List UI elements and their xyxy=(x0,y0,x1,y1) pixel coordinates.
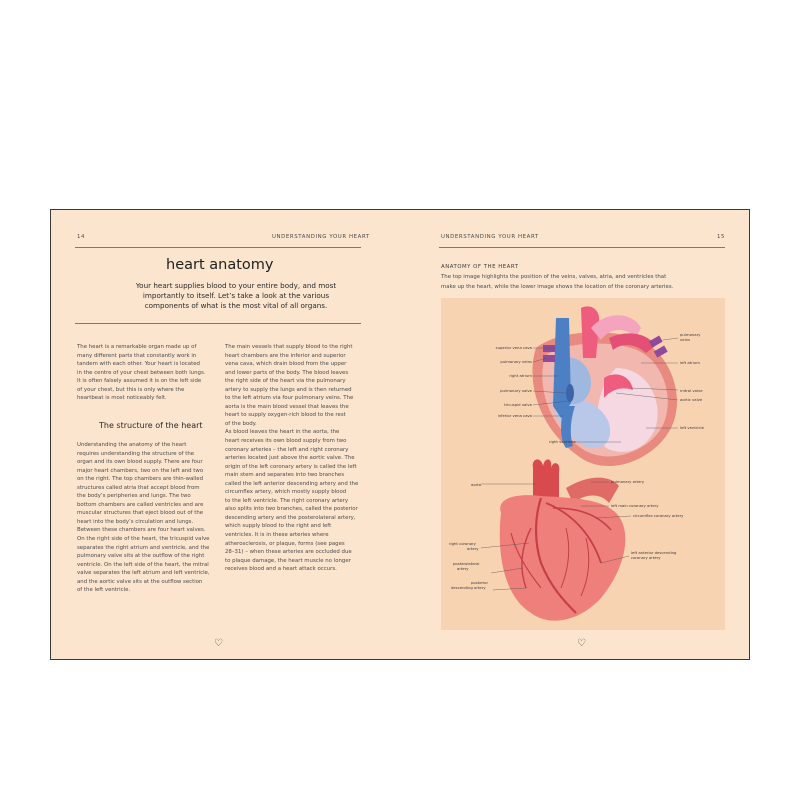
label-tricuspid-valve: tricuspid valve xyxy=(504,402,532,407)
body-line: valve separates the left atrium and left ventricle, xyxy=(77,570,210,577)
body-line: to the left ventricle. The right coronary artery xyxy=(225,497,349,504)
body-line: and the aortic valve sits at the outflow section xyxy=(77,578,203,585)
body-line: descending artery and the posterolateral artery, xyxy=(225,514,356,521)
body-line: pulmonary valve sits at the outflow of the right xyxy=(77,553,205,560)
label-pulmonary-valve: pulmonary valve xyxy=(500,388,532,393)
intro-text xyxy=(111,281,361,311)
body-line: of the body. xyxy=(225,420,257,427)
body-line: on the right. The top chambers are thin-walled xyxy=(77,476,204,483)
body-line: On the right side of the heart, the tricuspid valve xyxy=(77,536,210,543)
body-line: to plaque damage, the heart muscle no longer xyxy=(225,557,351,564)
body-line: heart into the body’s circulation and lungs. xyxy=(77,518,194,525)
body-line: many different parts that constantly work in xyxy=(77,352,197,359)
label-aorta: aorta xyxy=(471,482,482,487)
body-line: to the left atrium via four pulmonary veins. The xyxy=(225,395,354,402)
body-line: ventricle. On the left side of the heart, the mitral xyxy=(77,561,209,568)
body-line: the body’s peripheries and lungs. The two xyxy=(77,493,191,500)
body-line: the right side of the heart via the pulmonary xyxy=(225,378,346,385)
body-line: artery to supply the lungs and is then returned xyxy=(225,386,352,393)
body-line: in the centre of your chest between both lungs. xyxy=(77,369,206,376)
label-left-atrium: left atrium xyxy=(680,360,700,365)
body-column-2 xyxy=(225,343,358,574)
body-line: Between these chambers are four heart valves. xyxy=(77,527,206,534)
right-running-head: UNDERSTANDING YOUR HEART xyxy=(441,234,539,240)
body-column-1-para-1 xyxy=(77,343,205,403)
body-line: vena cava, which drain blood from the upper xyxy=(225,361,347,368)
label-pulmonary-veins-left: pulmonary veins xyxy=(500,359,532,364)
body-line: heartbeat is most noticeably felt. xyxy=(77,395,167,402)
body-line: heart to supply oxygen-rich blood to the rest xyxy=(225,412,346,419)
body-line: 28–31) – when these arteries are occluded due xyxy=(225,549,352,556)
body-line: tandem with each other. Your heart is located xyxy=(77,361,200,368)
heart-ornament-icon: ♡ xyxy=(577,638,586,649)
book-spread xyxy=(50,209,750,660)
label-pulmonary-veins-right-2: veins xyxy=(680,337,691,342)
label-pulmonary-artery: pulmonary artery xyxy=(611,479,645,484)
label-mitral-valve: mitral valve xyxy=(680,388,703,393)
body-line: As blood leaves the heart in the aorta, the xyxy=(225,429,340,436)
body-line: requires understanding the structure of the xyxy=(77,450,195,457)
body-line: muscular structures that eject blood out of the xyxy=(77,510,204,517)
body-line: of the left ventricle. xyxy=(77,587,131,594)
label-superior-vena-cava: superior vena cava xyxy=(495,345,532,350)
intro-line: components of what is the most vital of all organs. xyxy=(144,301,328,310)
body-line: and lower parts of the body. The blood leaves xyxy=(225,369,349,376)
caption-title: ANATOMY OF THE HEART xyxy=(441,264,519,270)
body-line: main stem and separates into two branches xyxy=(225,472,344,479)
label-left-ventricle: left ventricle xyxy=(680,425,704,430)
label-circumflex-coronary-artery: circumflex coronary artery xyxy=(633,513,684,518)
label-left-main-coronary-artery: left main coronary artery xyxy=(611,503,659,508)
body-line: organ and its own blood supply. There are four xyxy=(77,459,203,466)
intro-line: Your heart supplies blood to your entire body, and most xyxy=(135,281,337,290)
heart-ornament-icon: ♡ xyxy=(214,638,223,649)
body-line: The main vessels that supply blood to the right xyxy=(225,344,353,350)
label-posterior-2: descending artery xyxy=(451,585,486,590)
label-right-atrium: right atrium xyxy=(509,373,532,378)
body-line: structures called atria that accept blood from xyxy=(77,484,200,491)
body-line: atherosclerosis, or plaque, forms (see pages xyxy=(225,540,345,547)
body-column-1-para-2 xyxy=(77,441,210,595)
label-lad-2: coronary artery xyxy=(631,555,661,560)
body-line: coronary arteries – the left and right coronary xyxy=(225,446,349,453)
label-posterior-1: posterior xyxy=(471,580,489,585)
body-line: ventricles. It is in these arteries where xyxy=(225,532,329,539)
label-lad-1: left anterior descending xyxy=(631,550,677,555)
body-line: arteries located just above the aortic valve. The xyxy=(225,455,355,462)
body-line: of your chest, but this is only where the xyxy=(77,386,185,393)
body-line: aorta is the main blood vessel that leaves the xyxy=(225,403,349,410)
intro-line: importantly to itself. Let’s take a look at the various xyxy=(142,291,330,300)
intro-rule xyxy=(75,323,361,324)
label-right-coronary-1: right coronary xyxy=(449,541,476,546)
caption-line: The top image highlights the position of the veins, valves, atria, and ventricles that xyxy=(441,274,667,280)
label-right-ventricle: right ventricle xyxy=(549,439,576,444)
body-line: origin of the left coronary artery is called the left xyxy=(225,463,357,470)
caption-line: make up the heart, while the lower image shows the location of the coronary arteries. xyxy=(441,284,674,290)
label-inferior-vena-cava: inferior vena cava xyxy=(497,413,532,418)
left-running-head: UNDERSTANDING YOUR HEART xyxy=(272,234,370,240)
body-line: called the left anterior descending artery and the xyxy=(225,480,359,487)
label-aortic-valve: aortic valve xyxy=(680,397,703,402)
left-header-rule xyxy=(75,247,361,248)
anatomy-illustration xyxy=(441,298,725,630)
body-line: Understanding the anatomy of the heart xyxy=(77,442,187,448)
subheading: The structure of the heart xyxy=(99,421,203,430)
right-header-rule xyxy=(439,247,725,248)
body-line: heart receives its own blood supply from two xyxy=(225,438,347,445)
label-posterolateral-2: artery xyxy=(457,566,469,571)
body-line: The heart is a remarkable organ made up of xyxy=(77,344,197,350)
body-line: circumflex artery, which mostly supply blood xyxy=(225,489,347,496)
body-line: separates the right atrium and ventricle, and the xyxy=(77,544,210,551)
left-page-number: 14 xyxy=(77,234,86,240)
heart-diagrams xyxy=(441,298,725,630)
label-right-coronary-2: artery xyxy=(467,546,479,551)
body-line: It is often falsely assumed it is on the left side xyxy=(77,378,202,385)
body-line: heart chambers are the inferior and superior xyxy=(225,352,346,359)
body-line: bottom chambers are called ventricles and are xyxy=(77,501,204,508)
body-line: receives blood and a heart attack occurs. xyxy=(225,566,337,573)
right-page-number: 15 xyxy=(717,234,726,240)
page-title: heart anatomy xyxy=(166,257,274,273)
label-posterolateral-1: posterolateral xyxy=(453,561,480,566)
heart-exterior xyxy=(500,459,626,620)
body-line: which supply blood to the right and left xyxy=(225,523,332,530)
label-pulmonary-veins-right-1: pulmonary xyxy=(680,332,701,337)
body-line: also splits into two branches, called the posterior xyxy=(225,506,358,513)
body-line: major heart chambers, two on the left and two xyxy=(77,467,204,474)
